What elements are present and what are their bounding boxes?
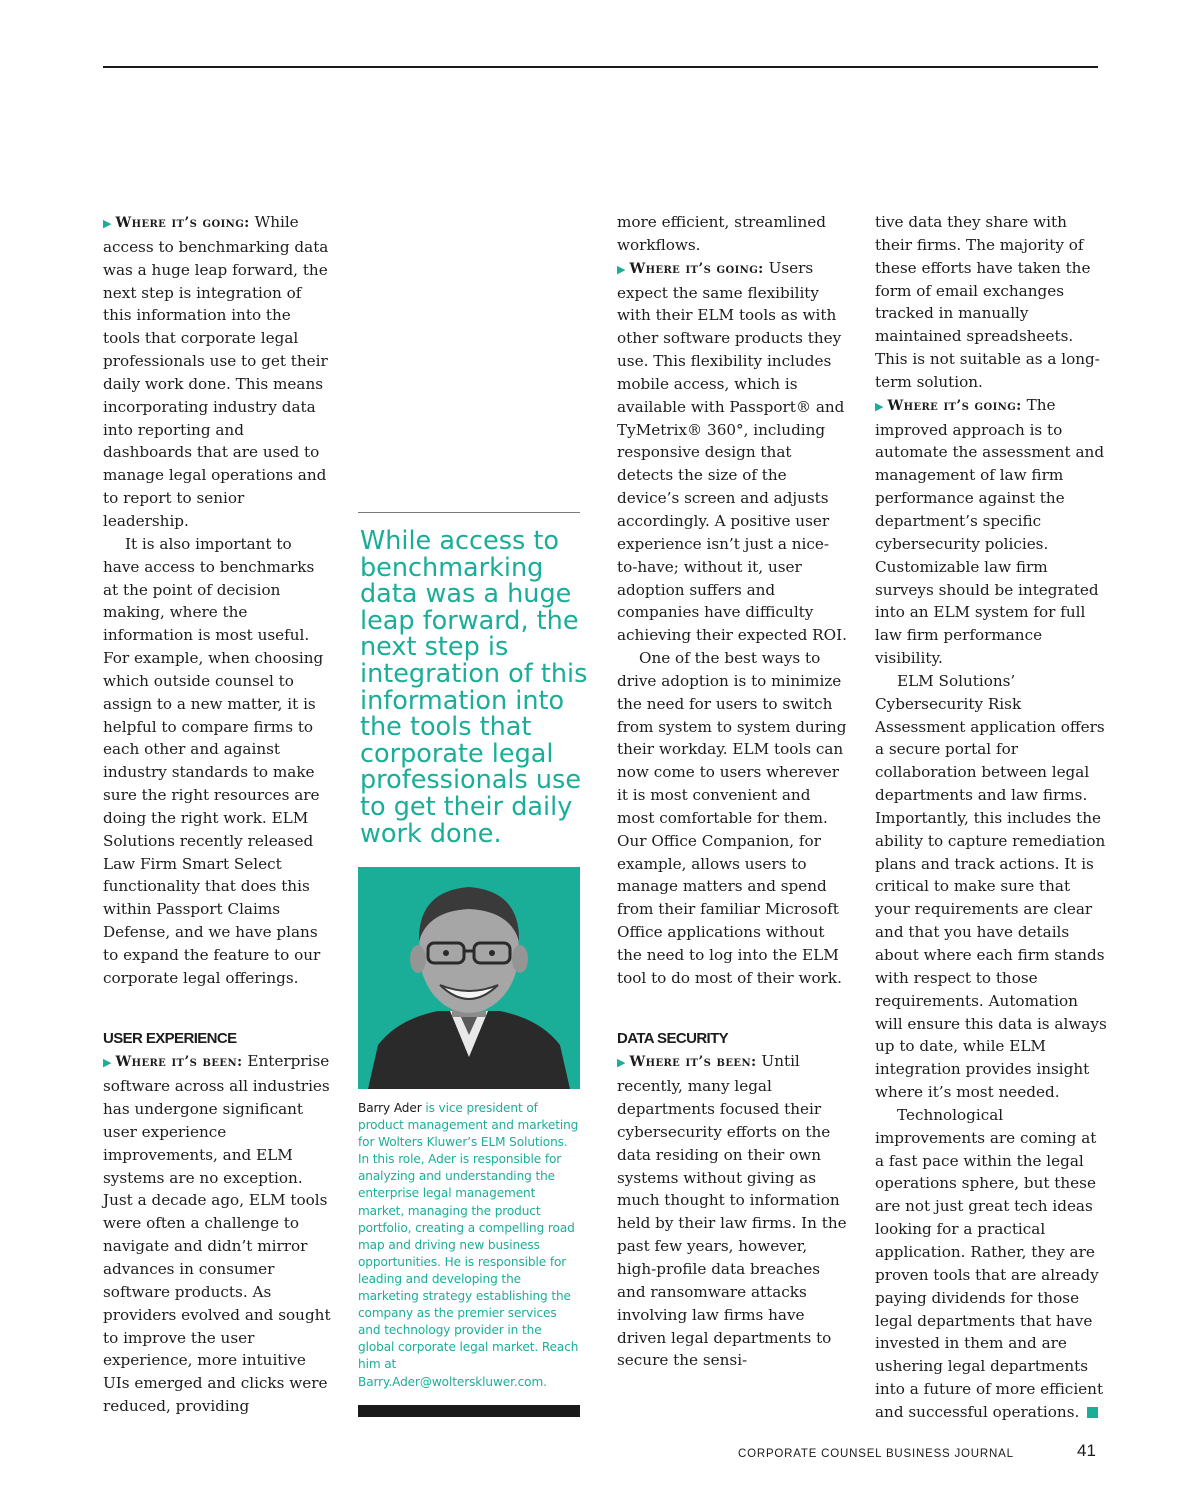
run-in-head: Where it’s going:: [887, 397, 1022, 414]
paragraph-text: Users expect the same flexibility with their ELM tools as with other software products they use. This flexibility includes mobile access, which is available with Passport® and TyMetrix® 360°, including responsive design that detects the size of the device’s screen and adjusts accordingly. A positive user experience isn’t just a nice-to-have; without it, user adoption suffers and companies have difficulty achieving their expected ROI.: [617, 258, 847, 645]
triangle-bullet-icon: ▶: [875, 399, 884, 413]
article-column-4: [875, 211, 1107, 1424]
paragraph: tive data they share with their firms. The majority of these efforts have taken the form of email exchanges tracked in manually maintained spreadsheets. This is not suitable as a long-term solution.: [875, 213, 1100, 391]
triangle-bullet-icon: ▶: [617, 1056, 626, 1070]
pullquote-rule: [358, 512, 580, 513]
triangle-bullet-icon: ▶: [103, 1056, 112, 1070]
paragraph: One of the best ways to drive adoption is to minimize the need for users to switch from system to system during their workday. ELM tools can now come to users wherever it is most convenient and most comfortable for them. Our Office Companion, for example, allows users to manage matters and spend from their familiar Microsoft Office applications without the need to log into the ELM tool to do most of their work.: [617, 649, 847, 987]
paragraph-text: While access to benchmarking data was a huge leap forward, the next step is integration of this information into the tools that corporate legal professionals use to get their daily work done. This means incorporating industry data into reporting and dashboards that are used to manage legal operations and to report to senior leadership.: [103, 213, 329, 530]
article-column-1: [103, 211, 331, 1418]
paragraph: [617, 257, 849, 647]
top-rule: [103, 66, 1098, 68]
bio-bottom-bar: [358, 1405, 580, 1417]
paragraph: [103, 1050, 331, 1418]
run-in-head: Where it’s going:: [629, 260, 764, 277]
triangle-bullet-icon: ▶: [103, 217, 112, 230]
footer-journal-name: CORPORATE COUNSEL BUSINESS JOURNAL: [738, 1448, 1014, 1460]
author-name: Barry Ader: [358, 1101, 422, 1115]
portrait-illustration: [358, 867, 580, 1089]
end-mark-icon: [1087, 1407, 1098, 1418]
paragraph-text: The improved approach is to automate the assessment and management of law firm performance against the department’s specific cybersecurity policies. Customizable law firm surveys should be integrated into an ELM system for full law firm performance visibility.: [875, 395, 1105, 668]
author-bio: [358, 1100, 580, 1391]
paragraph-text: Enterprise software across all industries has undergone significant user experience improvements, and ELM systems are no exception. Just a decade ago, ELM tools were often a challenge to navigate and didn’t mirror advances in consumer software products. As providers evolved and sought to improve the user experience, more intuitive UIs emerged and clicks were reduced, providing: [103, 1052, 331, 1416]
spacer: [617, 1013, 849, 1028]
page-number: 41: [1077, 1441, 1096, 1460]
paragraph: more efficient, streamlined workflows.: [617, 213, 826, 254]
article-column-3: [617, 211, 849, 1372]
paragraph-text: Technological improvements are coming at a fast pace within the legal operations sphere, but these are not just great tech ideas looking for a practical application. Rather, they are proven tools that are already paying dividends for those legal departments that have invested in them and are ushering legal departments into a future of more efficient and successful operations.: [875, 1105, 1104, 1421]
run-in-head: Where it’s been:: [115, 1054, 243, 1071]
run-in-head: Where it’s going:: [115, 215, 250, 231]
paragraph: ELM Solutions’ Cybersecurity Risk Assessment application offers a secure portal for collaboration between legal departments and law firms. Importantly, this includes the ability to capture remediation plans and track actions. It is critical to make sure that your requirements are clear and that you have details about where each firm stands with respect to those requirements. Automation will ensure this data is always up to date, while ELM integration provides insight where it’s most needed.: [875, 671, 1107, 1102]
paragraph: [875, 1104, 1107, 1424]
paragraph: [875, 394, 1107, 670]
author-bio-text: is vice president of product management and marketing for Wolters Kluwer’s ELM Solutions. In this role, Ader is responsible for analyzing and understanding the enterprise legal management market, managing the product portfolio, creating a compelling road map and driving new business opportunities. He is responsible for leading and developing the marketing strategy establishing the company as the premier services and technology provider in the global corporate legal market. Reach him at Barry.Ader@wolterskluwer.com.: [358, 1101, 579, 1389]
spacer: [617, 990, 849, 1013]
section-heading: DATA SECURITY: [617, 1029, 729, 1047]
spacer: [103, 990, 331, 1013]
author-photo: [358, 867, 580, 1089]
paragraph-text: Until recently, many legal departments focused their cybersecurity efforts on the data residing on their own systems without giving as much thought to information held by their law firms. In the past few years, however, high-profile data breaches and ransomware attacks involving law firms have driven legal departments to secure the sensi-: [617, 1052, 847, 1370]
spacer: [103, 1013, 331, 1028]
paragraph: [103, 211, 331, 533]
paragraph: It is also important to have access to benchmarks at the point of decision making, where the information is most useful. For example, when choosing which outside counsel to assign to a new matter, it is helpful to compare firms to each other and against industry standards to make sure the right resources are doing the right work. ELM Solutions recently released Law Firm Smart Select functionality that does this within Passport Claims Defense, and we have plans to expand the feature to our corporate legal offerings.: [103, 534, 324, 987]
paragraph: [617, 1050, 849, 1372]
triangle-bullet-icon: ▶: [617, 262, 626, 276]
pullquote: While access to benchmarking data was a huge leap forward, the next step is integration of this information into the tools that corporate legal professionals use to get their daily work done.: [360, 526, 588, 849]
section-heading: USER EXPERIENCE: [103, 1029, 237, 1047]
run-in-head: Where it’s been:: [629, 1054, 757, 1071]
